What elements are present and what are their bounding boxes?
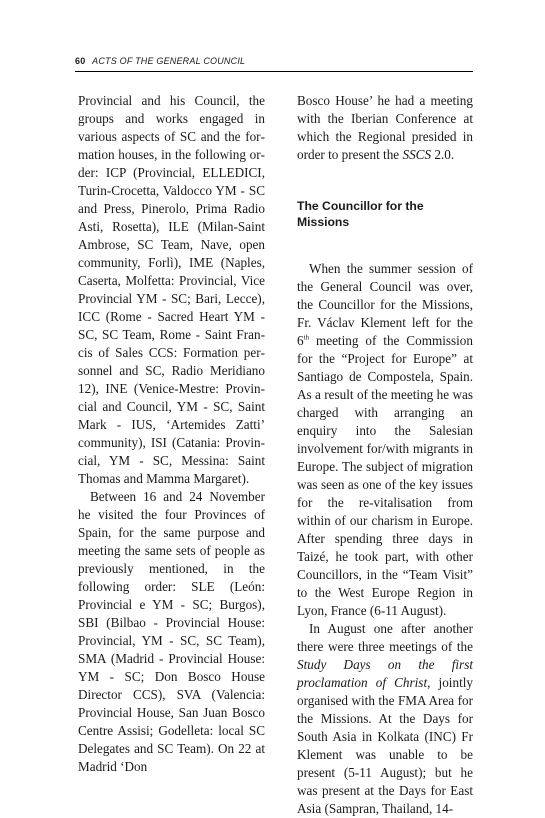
right-paragraph-2 xyxy=(297,260,473,620)
right-paragraph-2-a: When the summer session of the General Council was over, the Councillor for the Missions, Fr. Václav Klement left for the 6 xyxy=(297,261,473,348)
right-paragraph-3-b: , jointly organised with the FMA Area for the Missions. At the Days for South Asia in Kolkata (INC) Fr Klement was unable to be present (5-11 August); but he was present at the Days for East Asia (Sampran, Thailand, 14- xyxy=(297,675,473,816)
right-paragraph-3-a: In August one after another there were three meetings of the xyxy=(297,621,473,654)
running-title: ACTS OF THE GENERAL COUNCIL xyxy=(92,56,246,66)
right-paragraph-3-italic: Study Days on the first proclamation of Christ xyxy=(297,657,473,690)
left-column xyxy=(78,92,265,776)
ordinal-superscript: th xyxy=(303,333,310,342)
right-paragraph-1-end: 2.0. xyxy=(431,147,455,162)
right-column xyxy=(297,92,473,818)
right-paragraph-1-italic: SSCS xyxy=(402,147,432,162)
header-rule xyxy=(75,71,473,72)
page-number: 60 xyxy=(75,56,86,66)
section-heading: The Councillor for the Missions xyxy=(297,199,424,229)
left-paragraph-2: Between 16 and 24 November he visited the four Provinces of Spain, for the same purpose and meeting the same sets of people as previously mentioned, in the following order: SLE (León: Provincial e YM - SC; Burgos), SBI (Bilbao - Provincial House: Provincial, YM - SC, SC Team), SMA (Madrid - Provincial House: YM - SC; Don Bosco House Director CCS), SVA (Valencia: Provincial House, San Juan Bosco Centre Assisi; Godelleta: local SC Delegates and SC Team). On 22 at Madrid ‘Don xyxy=(78,489,265,774)
right-paragraph-3 xyxy=(297,620,473,818)
running-header xyxy=(75,56,473,70)
right-paragraph-1 xyxy=(297,92,473,164)
left-paragraph-1: Provincial and his Council, the groups and works engaged in various aspects of SC and the formation houses, in the following order: ICP (Provincial, ELLEDICI, Turin-Crocetta, Valdocco YM - SC and Press, Pinerolo, Prima Radio Asti, Rosetta), ILE (Milan-Saint Ambrose, SC Team, Nave, open community, Forlì), IME (Naples, Caserta, Molfetta: Provincial, Vice Provincial YM - SC; Bari, Lecce), ICC (Rome - Sacred Heart YM - SC, SC Team, Rome - Saint Francis of Sales CCS: Formation personnel and SC, Radio Meridiano 12), INE (Venice-Mestre: Provincial and Council, YM - SC, Saint Mark - IUS, ‘Artemides Zatti’ community), ISI (Catania: Provincial, YM - SC, Messina: Saint Thomas and Mamma Margaret). xyxy=(78,93,265,486)
right-paragraph-2-b: meeting of the Commission for the “Project for Europe” at Santiago de Compostela, Spain. As a result of the meeting he was charged with arranging an enquiry into the Salesian involvement for/with migrants in Europe. The subject of migration was seen as one of the key issues for the re-vitalisation from within of our charism in Europe. After spending three days in Taizé, he took part, with other Councillors, in the “Team Visit” to the West Europe Region in Lyon, France (6-11 August). xyxy=(297,333,473,618)
right-paragraph-1-text: Bosco House’ he had a meeting with the Iberian Conference at which the Regional presided in order to present the xyxy=(297,93,473,162)
